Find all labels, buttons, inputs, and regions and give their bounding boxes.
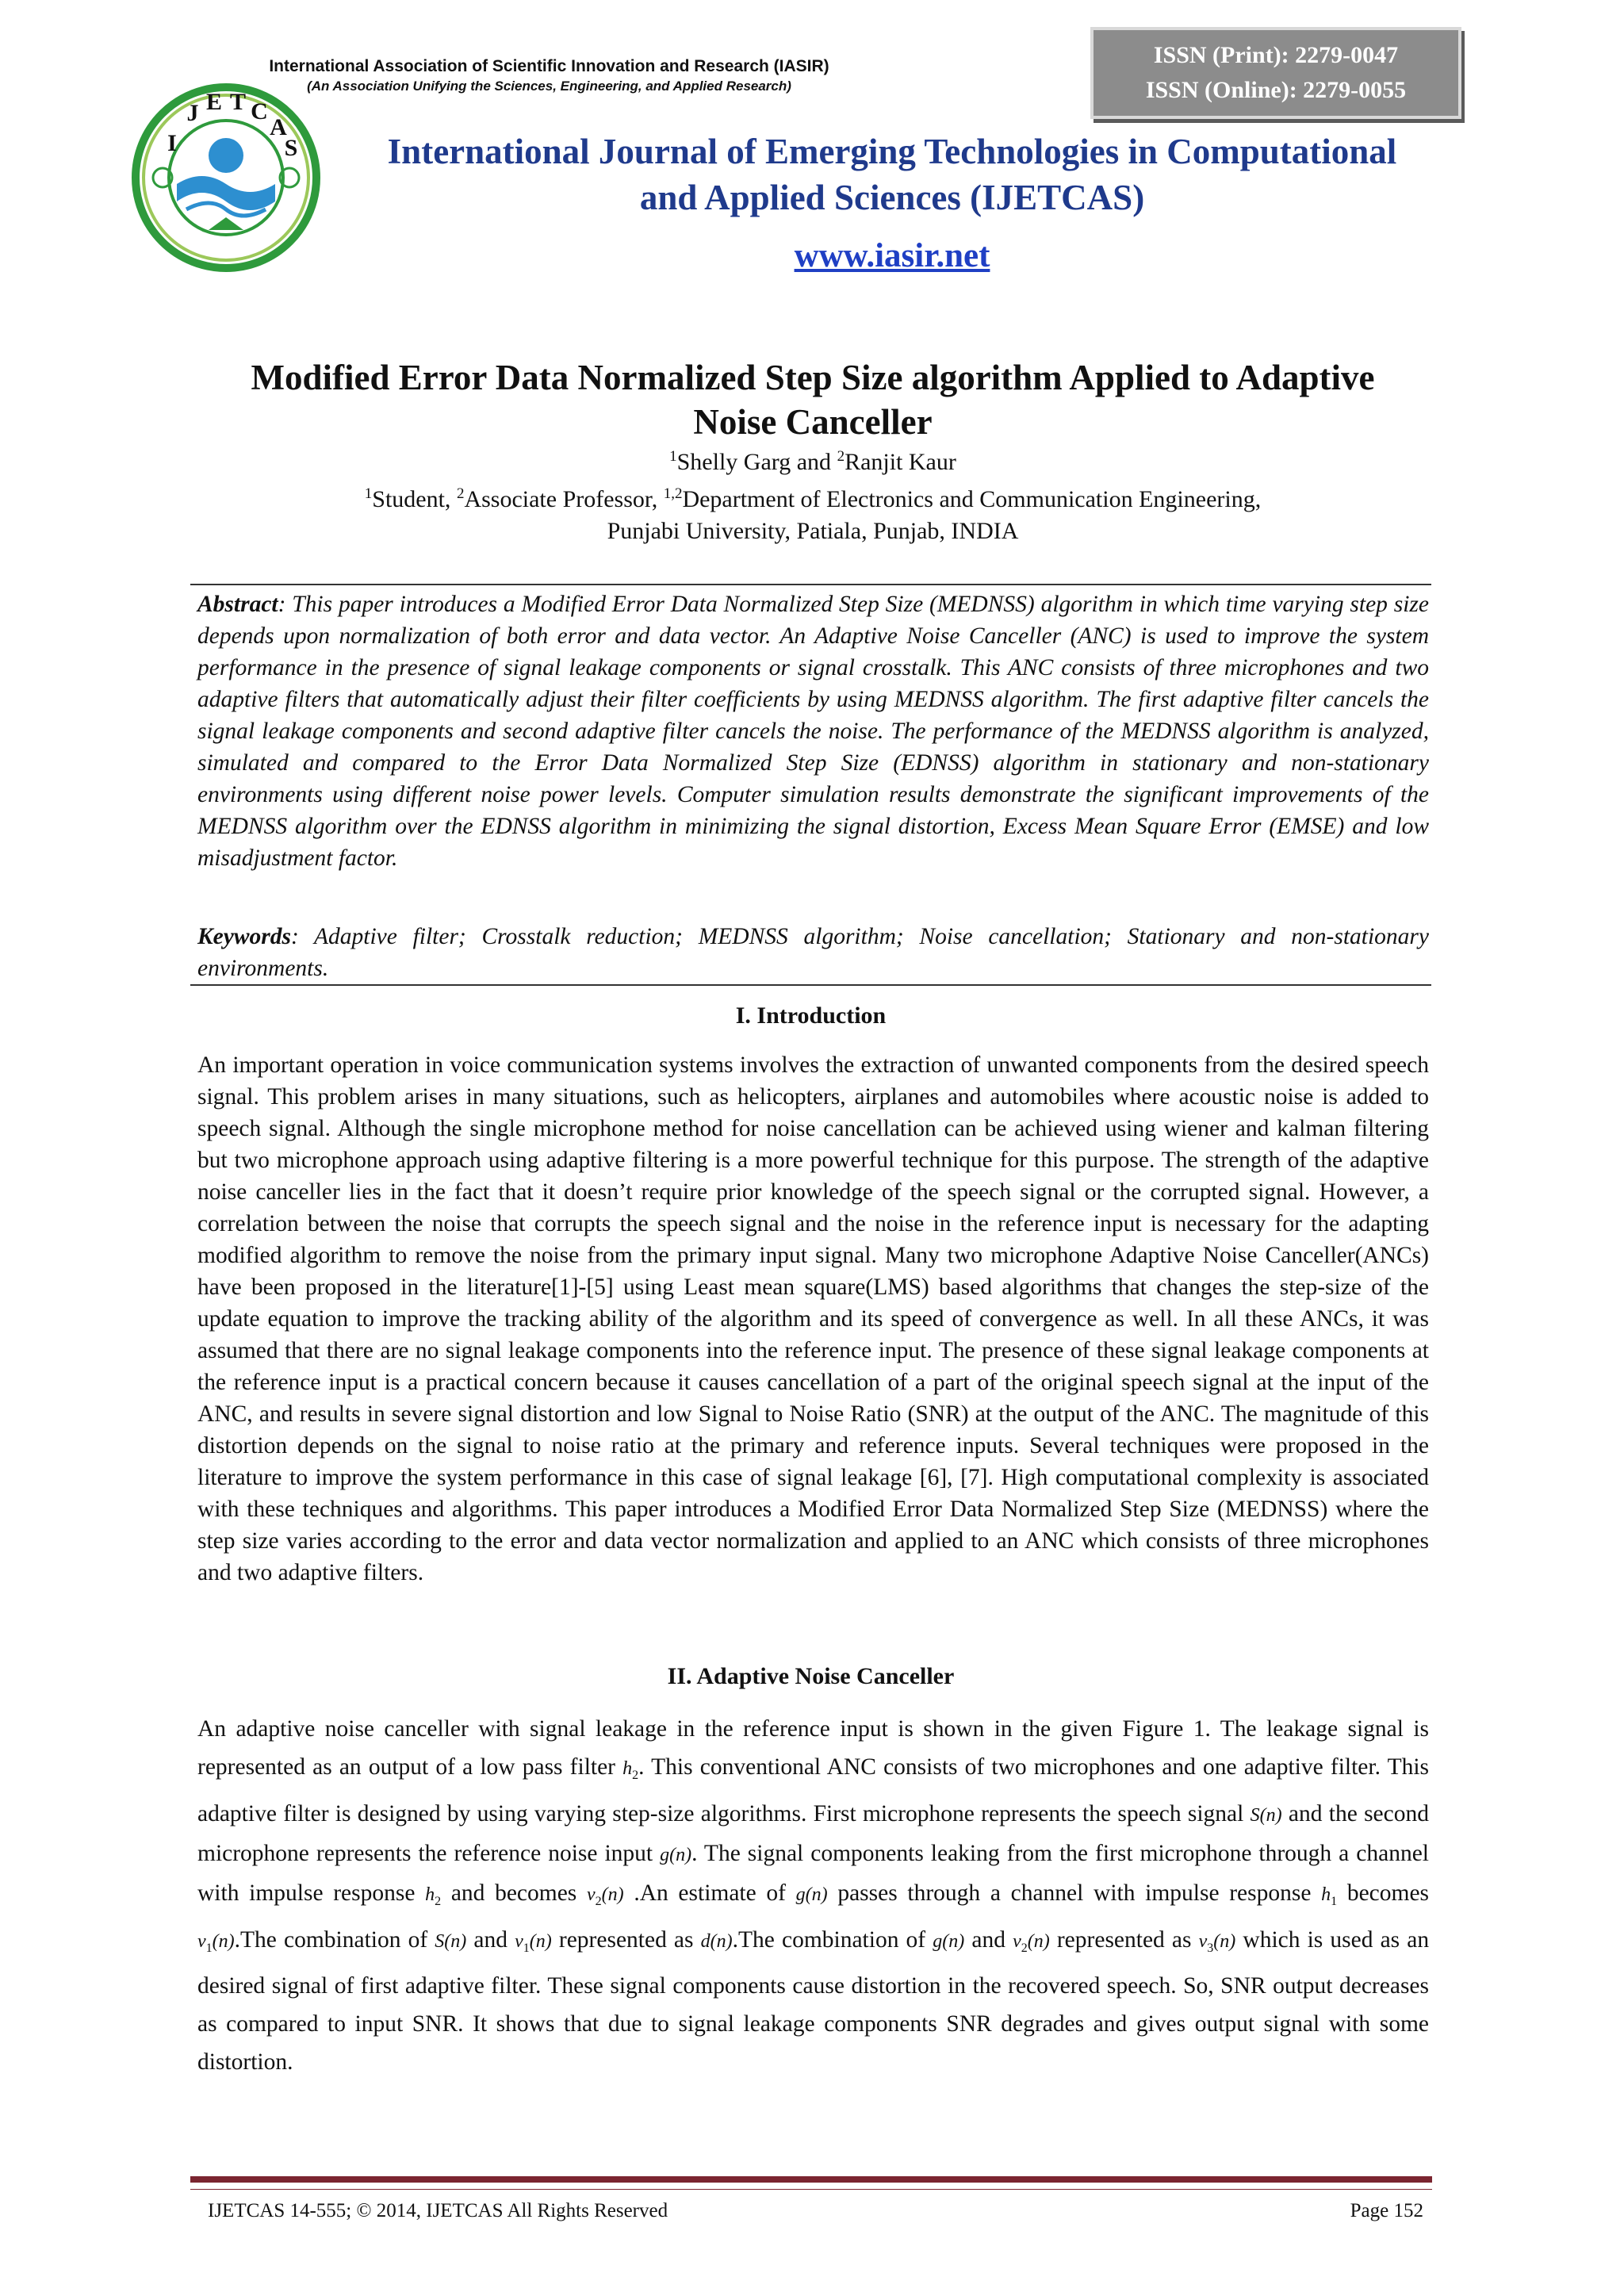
symbol-h2: $h_2$ <box>425 1884 442 1908</box>
anc-text: and becomes <box>450 1880 577 1906</box>
anc-text: and the second microphone represents the reference noise input <box>197 1800 1429 1866</box>
abstract-text: : This paper introduces a Modified Error Data Normalized Step Size (MEDNSS) algorithm in which time varying step size depends upon normalization of both error and data vector. An Adaptive Noise Canceller (ANC) is used to improve the system performance in the presence of signal leakage components or signal crosstalk. This ANC consists of three microphones and two adaptive filters that automatically adjust their filter coefficients by using MEDNSS algorithm. The first adaptive filter cancels the signal leakage components and second adaptive filter cancels the noise. The performance of the MEDNSS algorithm is analyzed, simulated and compared to the Error Data Normalized Step Size (EDNSS) algorithm in stationary and non-stationary environments using different noise power levels. Computer simulation results demonstrate the significant improvements of the MEDNSS algorithm over the EDNSS algorithm in minimizing the signal distortion, Excess Mean Square Error (EMSE) and low misadjustment factor. <box>197 592 1429 871</box>
department: Department of Electronics and Communication Engineering, <box>682 486 1262 512</box>
section-heading-introduction: I. Introduction <box>735 1002 887 1029</box>
author-roles <box>190 478 1435 516</box>
symbol-v2-n: $v_2(n)$ <box>1013 1930 1050 1955</box>
department-mark: 1,2 <box>663 485 683 502</box>
footer-copyright: IJETCAS 14-555; © 2014, IJETCAS All Rights Reserved <box>208 2200 668 2221</box>
symbol-h1: $h_1$ <box>1321 1884 1338 1908</box>
role1-mark: 1 <box>364 485 373 502</box>
association-name: International Association of Scientific Innovation and Research (IASIR) <box>269 57 829 75</box>
role2-mark: 2 <box>456 485 465 502</box>
footer-rule <box>190 2176 1432 2183</box>
anc-text: which is used as an desired signal of first adaptive filter. These signal components cause distortion in the recovered speech. So, SNR output decreases as compared to input SNR. It shows that due to signal leakage components SNR degrades and gives output signal with some distortion. <box>197 1926 1430 2076</box>
issn-box <box>1090 27 1461 119</box>
journal-title <box>333 128 1451 220</box>
symbol-g-n: g(n) <box>933 1930 965 1952</box>
author1-name: Shelly Garg <box>676 449 791 475</box>
paper-title-line1: Modified Error Data Normalized Step Size algorithm Applied to Adaptive <box>251 358 1375 397</box>
footer-thin-rule <box>190 2189 1432 2190</box>
section-heading-anc: II. Adaptive Noise Canceller <box>667 1663 955 1689</box>
association-subtitle: (An Association Unifying the Sciences, Engineering, and Applied Research) <box>307 79 791 94</box>
symbol-v2-n: $v_2(n)$ <box>586 1884 624 1908</box>
author2-affiliation-mark: 2 <box>837 448 845 465</box>
page-number: Page 152 <box>1350 2200 1423 2221</box>
issn-online: ISSN (Online): 2279-0055 <box>1145 77 1407 103</box>
symbol-v1-n: $v_1(n)$ <box>197 1930 235 1955</box>
abstract-label: Abstract <box>197 592 278 617</box>
abstract-top-rule <box>190 584 1431 585</box>
logo-letter: E <box>205 89 223 115</box>
role2: Associate Professor, <box>464 486 658 512</box>
logo-letter: J <box>186 100 199 126</box>
introduction-paragraph: An important operation in voice communication systems involves the extraction of unwanted components from the desired speech signal. This problem arises in many situations, such as helicopters, airplanes and automobiles where acoustic noise is added to speech signal. Although the single microphone method for noise cancellation can be achieved using wiener and kalman filtering but two microphone approach using adaptive filtering is a more powerful technique for this purpose. The strength of the adaptive noise canceller lies in the fact that it doesn’t require prior knowledge of the speech signal or the corrupted signal. However, a correlation between the noise that corrupts the speech signal and the noise in the reference input is necessary for the adapting modified algorithm to remove the noise from the primary input signal. Many two microphone Adaptive Noise Canceller(ANCs) have been proposed in the literature[1]-[5] using Least mean square(LMS) based algorithms that changes the step-size of the update equation to improve the tracking ability of the algorithm and its speed of convergence as well. In all these ANCs, it was assumed that there are no signal leakage components into the reference input. The presence of these signal leakage components at the reference input is a practical concern because it causes cancellation of a part of the original speech signal at the input of the ANC, and results in severe signal distortion and low Signal to Noise Ratio (SNR) at the output of the ANC. The magnitude of this distortion depends on the signal to noise ratio at the primary and reference inputs. Several techniques were proposed in the literature to improve the system performance in this case of signal leakage [6], [7]. High computational complexity is associated with these techniques and algorithms. This paper introduces a Modified Error Data Normalized Step Size (MEDNSS) where the step size varies according to the error and data vector normalization and applied to an ANC which consists of three microphones and two adaptive filters. <box>197 1052 1429 1585</box>
journal-website-link[interactable]: www.iasir.net <box>794 237 990 274</box>
paper-title-line2: Noise Canceller <box>693 402 933 442</box>
logo-letter: C <box>251 98 268 125</box>
anc-text: .The combination of <box>234 1926 428 1953</box>
journal-logo <box>131 82 321 273</box>
anc-text: and <box>473 1926 508 1953</box>
journal-title-line2: and Applied Sciences (IJETCAS) <box>639 178 1145 217</box>
university: Punjabi University, Patiala, Punjab, INDIA <box>607 518 1019 544</box>
anc-text: . This conventional ANC consists of two microphones and one adaptive filter. This adaptive filter is designed by using varying step-size algorithms. First microphone represents the speech signal <box>197 1754 1430 1826</box>
symbol-d-n: d(n) <box>700 1930 733 1952</box>
anc-text: represented as <box>558 1926 694 1953</box>
logo-letter: A <box>270 114 287 140</box>
role1: Student, <box>372 486 451 512</box>
symbol-s-n: S(n) <box>435 1930 467 1952</box>
issn-print: ISSN (Print): 2279-0047 <box>1153 42 1399 68</box>
anc-text: . The signal components leaking from the first microphone through a channel with impulse response <box>197 1840 1429 1906</box>
anc-text: .An estimate of <box>634 1880 786 1906</box>
abstract-paragraph <box>197 588 1429 874</box>
author-names <box>190 441 1435 478</box>
keywords-paragraph <box>197 921 1429 984</box>
journal-title-line1: International Journal of Emerging Technologies in Computational <box>387 132 1397 171</box>
symbol-g-n: g(n) <box>795 1884 828 1905</box>
symbol-v1-n: $v_1(n)$ <box>515 1930 552 1955</box>
anc-text: and <box>971 1926 1005 1953</box>
symbol-h2: $h_2$ <box>622 1758 639 1782</box>
author-block <box>190 441 1435 547</box>
anc-paragraph <box>197 1710 1429 2081</box>
paper-title <box>190 355 1435 444</box>
symbol-s-n: S(n) <box>1250 1804 1282 1826</box>
keywords-bottom-rule <box>190 984 1431 986</box>
symbol-v3-n: $v_3(n)$ <box>1198 1930 1236 1955</box>
author2-name: Ranjit Kaur <box>845 449 956 475</box>
author-conjunction: and <box>796 449 832 475</box>
logo-letter: I <box>167 130 177 156</box>
anc-text: An adaptive noise canceller with signal leakage in the reference input is shown in the given Figure 1. The leakage signal is represented as an output of a low pass filter <box>197 1716 1429 1780</box>
logo-letter: S <box>284 135 298 161</box>
anc-text: passes through a channel with impulse response <box>837 1880 1312 1906</box>
logo-sun <box>209 138 243 173</box>
author1-affiliation-mark: 1 <box>669 448 677 465</box>
anc-text: represented as <box>1056 1926 1192 1953</box>
anc-text: .The combination of <box>732 1926 926 1953</box>
logo-letter: T <box>229 89 247 115</box>
symbol-g-n: g(n) <box>660 1844 692 1865</box>
keywords-label: Keywords <box>197 924 291 949</box>
anc-text: becomes <box>1346 1880 1430 1906</box>
keywords-text: : Adaptive filter; Crosstalk reduction; MEDNSS algorithm; Noise cancellation; Stationary and non-stationary environments. <box>197 924 1429 981</box>
